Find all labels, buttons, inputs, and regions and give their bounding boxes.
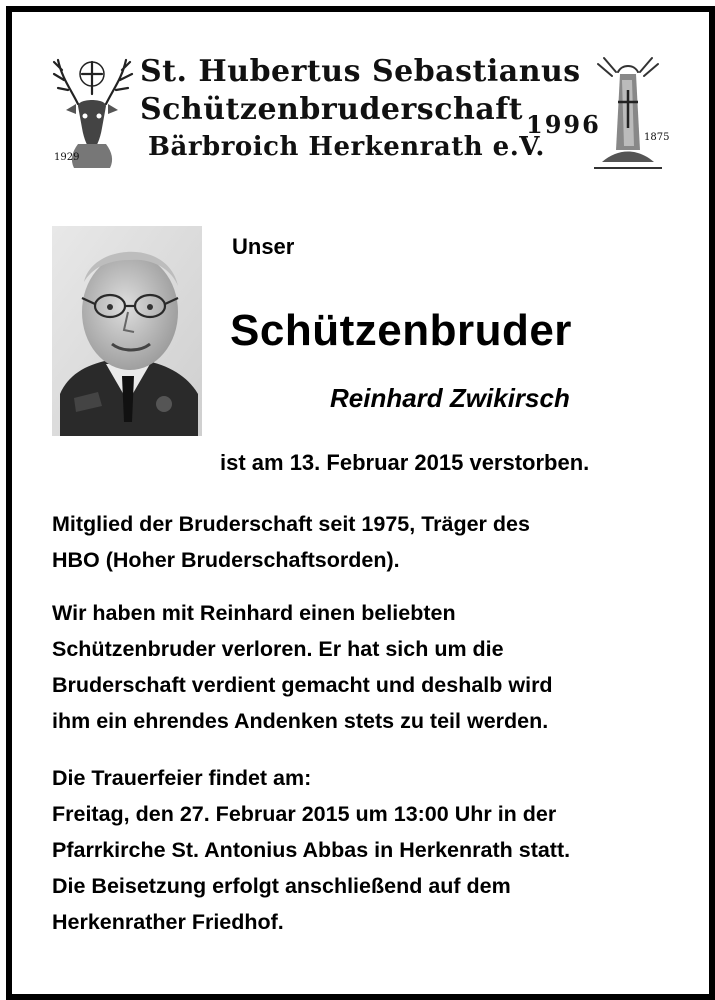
club-name-line-1: St. Hubertus Sebastianus [140,54,581,89]
headline: Schützenbruder [230,306,572,355]
year-small-right: 1875 [644,132,670,143]
death-notice: ist am 13. Februar 2015 verstorben. [220,450,590,475]
paragraph-line: Die Beisetzung erfolgt anschließend auf dem [52,874,511,898]
club-name-line-2: Schützenbruderschaft [140,92,523,127]
intro-text: Unser [232,234,295,259]
year-small-left: 1929 [54,152,80,163]
portrait-photo [52,226,202,436]
paragraph-line: Die Trauerfeier findet am: [52,766,312,790]
deceased-name: Reinhard Zwikirsch [330,383,570,413]
paragraph-line: Wir haben mit Reinhard einen beliebten [52,601,456,625]
paragraph-line: Bruderschaft verdient gemacht und deshalb wird [52,673,553,697]
paragraph-line: Schützenbruder verloren. Er hat sich um die [52,637,504,661]
paragraph-line: Freitag, den 27. Februar 2015 um 13:00 Uhr in der [52,802,557,826]
club-header [48,48,668,173]
founding-year-large: 1996 [526,110,601,139]
funeral-paragraph [52,760,570,940]
tribute-paragraph [52,595,553,739]
paragraph-line: Mitglied der Bruderschaft seit 1975, Träger des [52,512,530,536]
paragraph-line: Pfarrkirche St. Antonius Abbas in Herkenrath statt. [52,838,571,862]
club-name-line-3: Bärbroich Herkenrath e.V. [148,132,545,162]
paragraph-line: Herkenrather Friedhof. [52,910,284,934]
tree-cross-icon [588,50,668,170]
paragraph-line: ihm ein ehrendes Andenken stets zu teil werden. [52,709,549,733]
paragraph-line: HBO (Hoher Bruderschaftsorden). [52,548,400,572]
membership-paragraph [52,506,530,578]
